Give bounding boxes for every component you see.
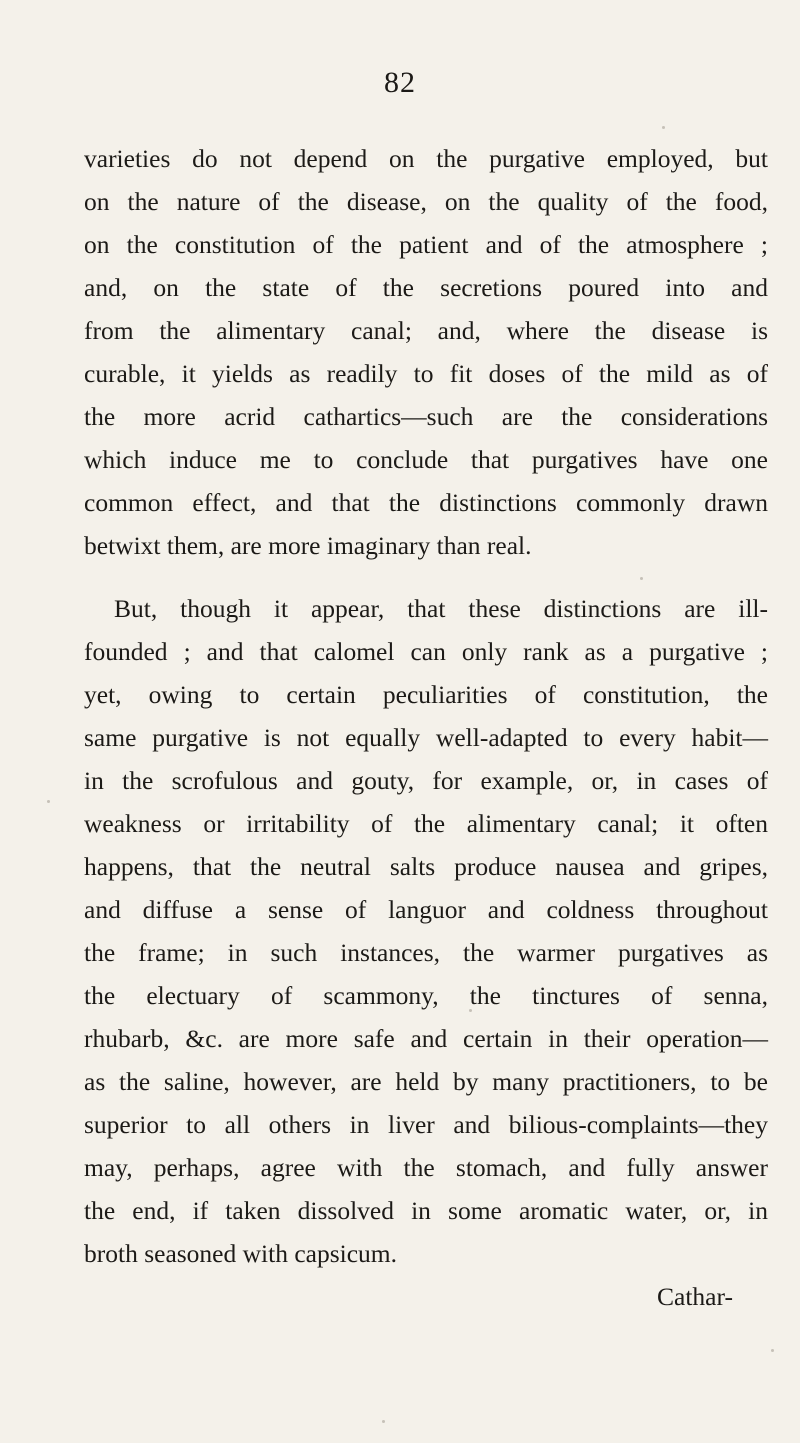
text-line-1: varieties do not depend on the purgative employed, but xyxy=(84,144,768,173)
text-line-14: same purgative is not equally well-adapted to every habit— xyxy=(84,723,768,752)
text-line-23: superior to all others in liver and bilious-complaints—they xyxy=(84,1110,768,1139)
text-line-20: the electuary of scammony, the tinctures of senna, xyxy=(84,981,768,1010)
paper-speck xyxy=(640,577,643,580)
text-line-2: on the nature of the disease, on the quality of the food, xyxy=(84,187,768,216)
text-line-5: from the alimentary canal; and, where the disease is xyxy=(84,316,768,345)
text-line-18: and diffuse a sense of languor and coldness throughout xyxy=(84,895,768,924)
text-line-16: weakness or irritability of the alimentary canal; it often xyxy=(84,809,768,838)
text-line-21: rhubarb, &c. are more safe and certain in their operation— xyxy=(84,1024,768,1053)
text-line-12: founded ; and that calomel can only rank as a purgative ; xyxy=(84,637,768,666)
text-line-26: broth seasoned with capsicum. xyxy=(84,1239,398,1268)
text-line-17: happens, that the neutral salts produce nausea and gripes, xyxy=(84,852,768,881)
text-line-4: and, on the state of the secretions poured into and xyxy=(84,273,768,302)
text-line-3: on the constitution of the patient and of the atmosphere ; xyxy=(84,230,768,259)
text-line-25: the end, if taken dissolved in some aromatic water, or, in xyxy=(84,1196,768,1225)
text-line-15: in the scrofulous and gouty, for example, or, in cases of xyxy=(84,766,768,795)
text-line-7: the more acrid cathartics—such are the considerations xyxy=(84,402,768,431)
text-line-22: as the saline, however, are held by many practitioners, to be xyxy=(84,1067,768,1096)
text-line-13: yet, owing to certain peculiarities of constitution, the xyxy=(84,680,768,709)
paper-speck xyxy=(382,1420,385,1423)
text-line-19: the frame; in such instances, the warmer purgatives as xyxy=(84,938,768,967)
paper-speck xyxy=(469,1009,472,1012)
page-number: 82 xyxy=(384,66,416,99)
paper-speck xyxy=(771,1349,774,1352)
text-line-9: common effect, and that the distinctions commonly drawn xyxy=(84,488,768,517)
text-line-24: may, perhaps, agree with the stomach, and fully answer xyxy=(84,1153,768,1182)
text-line-11: But, though it appear, that these distinctions are ill- xyxy=(114,594,768,623)
text-line-6: curable, it yields as readily to fit doses of the mild as of xyxy=(84,359,768,388)
text-line-10: betwixt them, are more imaginary than real. xyxy=(84,531,532,560)
text-line-8: which induce me to conclude that purgatives have one xyxy=(84,445,768,474)
paper-speck xyxy=(662,126,665,129)
catchword: Cathar- xyxy=(657,1282,733,1311)
paper-speck xyxy=(47,800,50,803)
